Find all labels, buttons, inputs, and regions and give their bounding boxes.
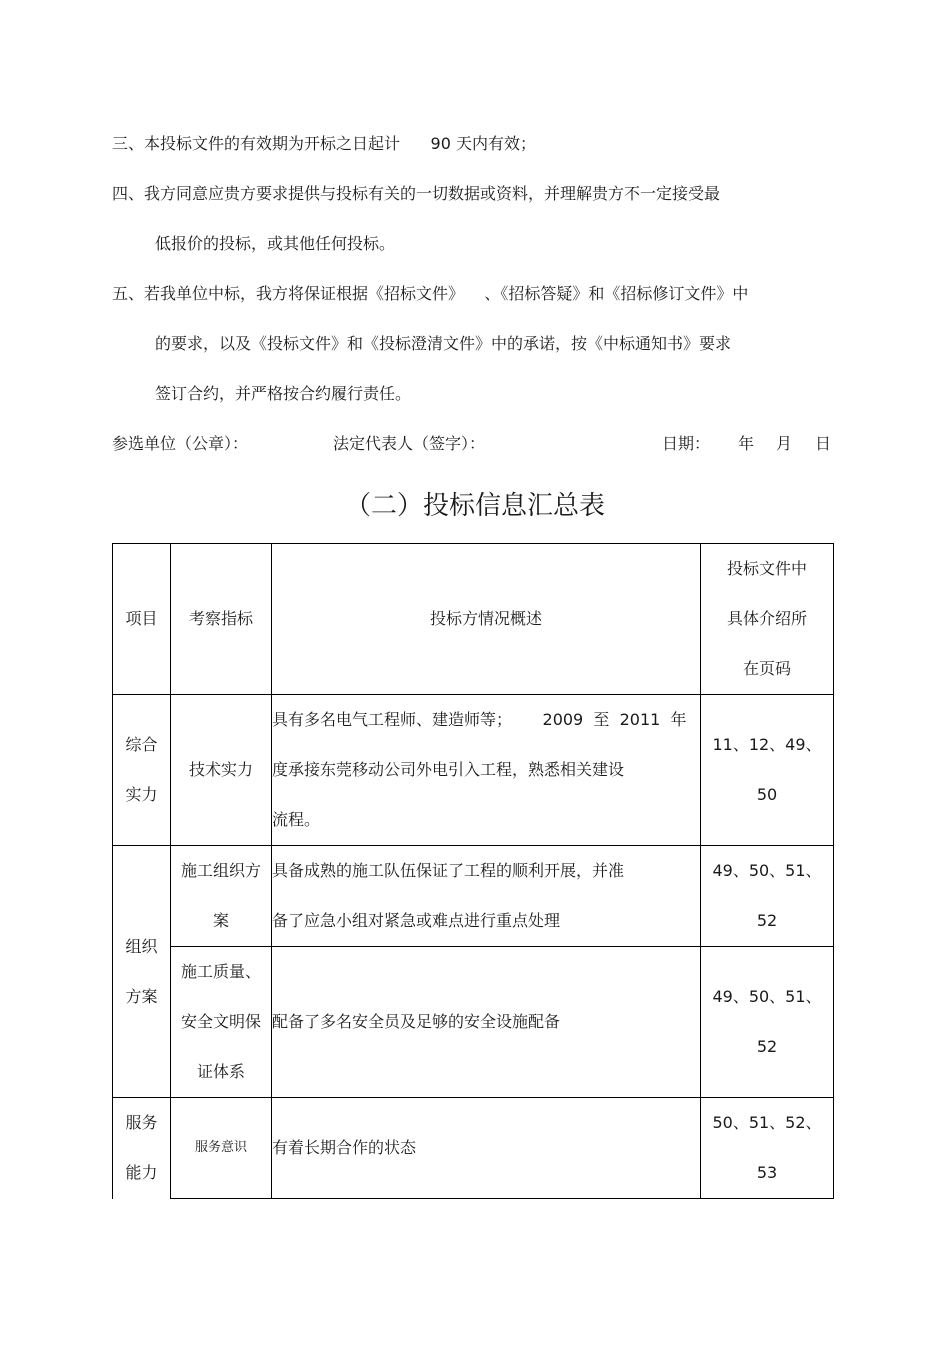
row-summary: 具备成熟的施工队伍保证了工程的顺利开展，并准 备了应急小组对紧急或难点进行重点处理 <box>272 846 701 947</box>
clause-four-continued: 低报价的投标，或其他任何投标。 <box>155 234 396 253</box>
row-pages: 50、51、52、 53 <box>701 1098 834 1199</box>
row-pages: 49、50、51、 52 <box>701 846 834 947</box>
row-summary: 具有多名电气工程师、建造师等； 2009 至 2011 年 度承接东莞移动公司外电引入工程，熟悉相关建设 流程。 <box>272 695 701 846</box>
header-page: 投标文件中 具体介绍所 在页码 <box>701 544 834 695</box>
row-indicator: 施工组织方 案 <box>171 846 272 947</box>
row-pages: 11、12、49、 50 <box>701 695 834 846</box>
row-item: 组织 方案 <box>113 846 171 1098</box>
table-title: （二）投标信息汇总表 <box>344 491 605 521</box>
header-indicator: 考察指标 <box>171 544 272 695</box>
signature-month: 月 <box>776 434 793 453</box>
clause-five-continued-1: 的要求，以及《投标文件》和《投标澄清文件》中的承诺，按《中标通知书》要求 <box>155 334 732 353</box>
row-summary: 配备了多名安全员及足够的安全设施配备 <box>272 947 701 1098</box>
table-row <box>113 695 834 846</box>
row-item: 综合 实力 <box>113 695 171 846</box>
bid-summary-table <box>112 543 834 1199</box>
clause-four: 四、我方同意应贵方要求提供与投标有关的一切数据或资料，并理解贵方不一定接受最 <box>112 184 721 203</box>
signature-date-label: 日期： <box>662 434 711 453</box>
signature-day: 日 <box>815 434 832 453</box>
table-row <box>113 947 834 1098</box>
row-indicator: 服务意识 <box>171 1098 272 1199</box>
header-item: 项目 <box>113 544 171 695</box>
table-row <box>113 846 834 947</box>
clause-five-continued-2: 签订合约，并严格按合约履行责任。 <box>155 384 412 403</box>
clause-five: 五、若我单位中标，我方将保证根据《招标文件》 、《招标答疑》和《招标修订文件》中 <box>112 284 749 303</box>
clause-three: 三、本投标文件的有效期为开标之日起计 90 天内有效； <box>112 134 536 153</box>
signature-unit-label: 参选单位（公章）： <box>112 434 249 453</box>
row-indicator: 技术实力 <box>171 695 272 846</box>
table-row <box>113 1098 834 1199</box>
header-summary: 投标方情况概述 <box>272 544 701 695</box>
row-summary: 有着长期合作的状态 <box>272 1098 701 1199</box>
row-item: 服务 能力 <box>113 1098 171 1199</box>
signature-representative-label: 法定代表人（签字）： <box>333 434 486 453</box>
table-header-row <box>113 544 834 695</box>
signature-year: 年 <box>738 434 755 453</box>
row-pages: 49、50、51、 52 <box>701 947 834 1098</box>
row-indicator: 施工质量、 安全文明保 证体系 <box>171 947 272 1098</box>
